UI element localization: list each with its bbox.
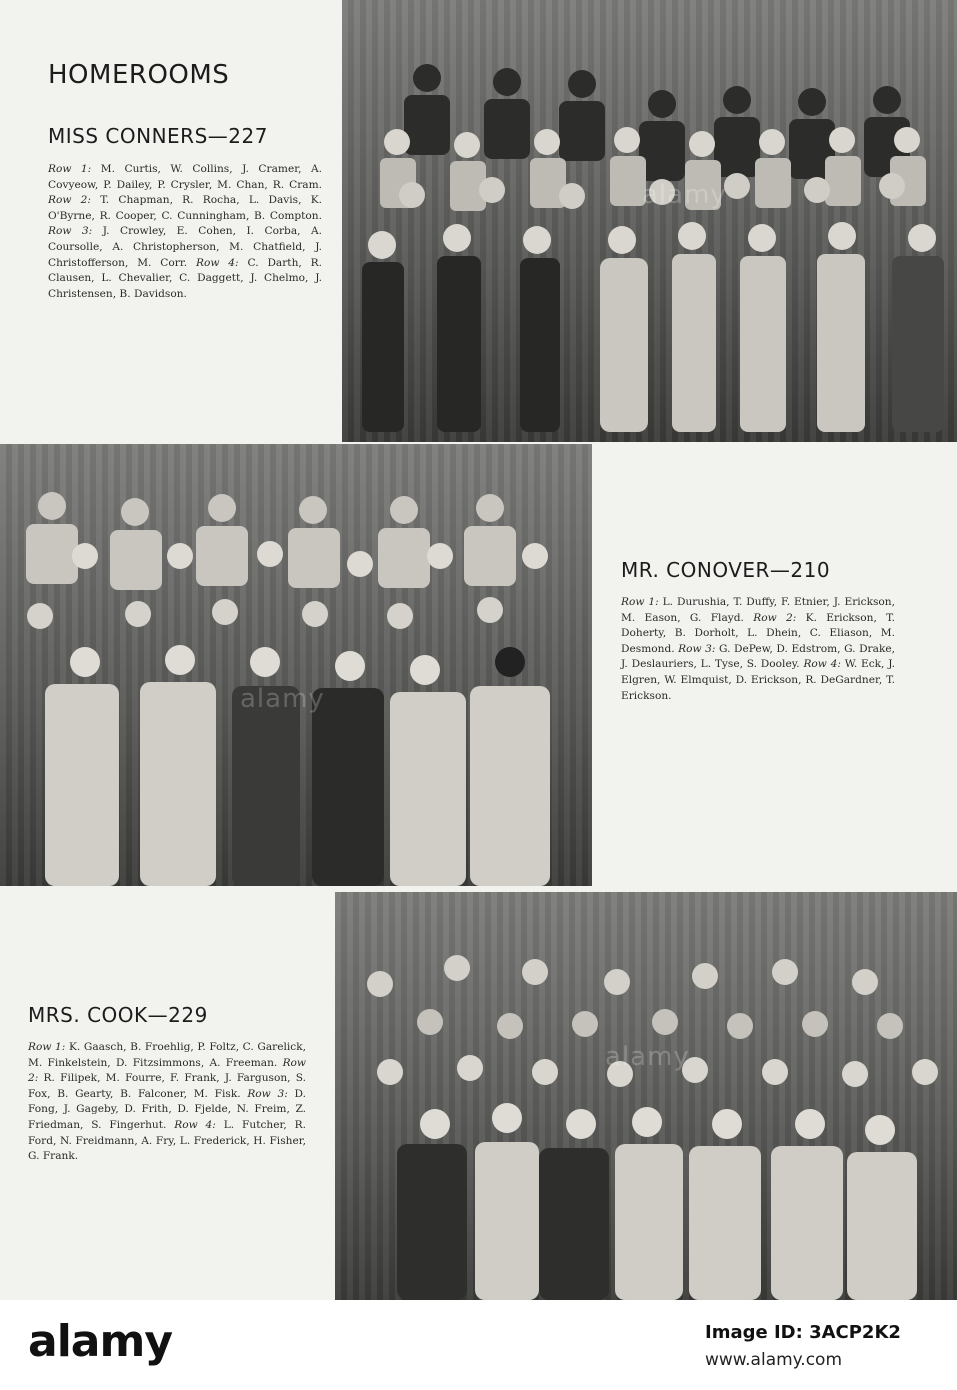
watermark: alamy: [605, 1042, 690, 1072]
group-silhouettes: [335, 892, 957, 1300]
homeroom-title-conners: MISS CONNERS—227: [48, 124, 268, 148]
row-label: Row 3:: [48, 225, 93, 238]
class-photo-conover: [0, 444, 592, 886]
homeroom-roster-conners: [48, 162, 322, 302]
row-names: K. Erickson, T. Doherty, B. Dorholt, L. Dhein, C. Eliason, M. Desmond.: [621, 611, 896, 655]
row-names: W. Eck, J. Elgren, W. Elmquist, D. Erickson, R. DeGardner, T. Erickson.: [621, 658, 895, 702]
image-id-label: Image ID: 3ACP2K2: [705, 1322, 901, 1343]
row-names: C. Darth, R. Clausen, L. Chevalier, C. Daggett, J. Chelmo, J. Christensen, B. Davidson.: [48, 256, 322, 300]
row-label: Row 4:: [803, 658, 841, 671]
row-names: M. Curtis, W. Collins, J. Cramer, A. Covyeow, P. Dailey, P. Crysler, M. Chan, R. Cram.: [48, 163, 323, 191]
homeroom-roster-cook: [28, 1040, 306, 1165]
homeroom-title-cook: MRS. COOK—229: [28, 1003, 208, 1027]
homeroom-title-conover: MR. CONOVER—210: [621, 558, 831, 582]
row-label: Row 2:: [753, 611, 797, 624]
row-label: Row 3:: [247, 1087, 288, 1100]
row-label: Row 2:: [48, 194, 91, 207]
row-names: R. Filipek, M. Fourre, F. Frank, J. Farguson, S. Fox, B. Gearty, B. Falconer, M. Fisk.: [28, 1072, 306, 1100]
row-label: Row 3:: [678, 642, 716, 655]
row-label: Row 4:: [195, 256, 239, 269]
row-label: Row 1:: [48, 163, 92, 175]
row-names: D. Fong, J. Gageby, D. Frith, D. Fjelde, N. Freim, Z. Friedman, S. Fingerhut.: [28, 1087, 306, 1131]
homeroom-roster-conover: [621, 595, 895, 704]
class-photo-conners: [342, 0, 957, 442]
row-names: G. DePew, D. Edstrom, G. Drake, J. Deslauriers, L. Tyse, S. Dooley.: [621, 642, 895, 671]
row-label: Row 4:: [174, 1118, 216, 1131]
row-label: Row 1:: [621, 596, 659, 608]
row-label: Row 2:: [28, 1056, 306, 1085]
watermark: alamy: [642, 180, 727, 210]
page-title: HOMEROOMS: [48, 60, 230, 90]
row-names: L. Durushia, T. Duffy, F. Etnier, J. Erickson, M. Eason, G. Flayd.: [621, 596, 895, 624]
row-names: T. Chapman, R. Rocha, L. Davis, K. O'Byrne, R. Cooper, C. Cunningham, B. Compton.: [48, 194, 322, 222]
row-names: L. Futcher, R. Ford, N. Freidmann, A. Fry, L. Frederick, H. Fisher, G. Frank.: [28, 1118, 306, 1163]
row-names: K. Gaasch, B. Froehlig, P. Foltz, C. Garelick, M. Finkelstein, D. Fitzsimmons, A. Freeman.: [28, 1041, 306, 1069]
row-names: J. Crowley, E. Cohen, I. Corba, A. Coursolle, A. Christopherson, M. Chatfield, J. Christofferson, M. Corr.: [48, 225, 322, 269]
footer-url: www.alamy.com: [705, 1350, 843, 1370]
group-silhouettes: [0, 444, 592, 886]
class-photo-cook: [335, 892, 957, 1300]
watermark: alamy: [240, 684, 325, 714]
stock-brand-logo: alamy: [28, 1316, 172, 1367]
row-label: Row 1:: [28, 1041, 66, 1053]
group-silhouettes: [342, 0, 957, 442]
